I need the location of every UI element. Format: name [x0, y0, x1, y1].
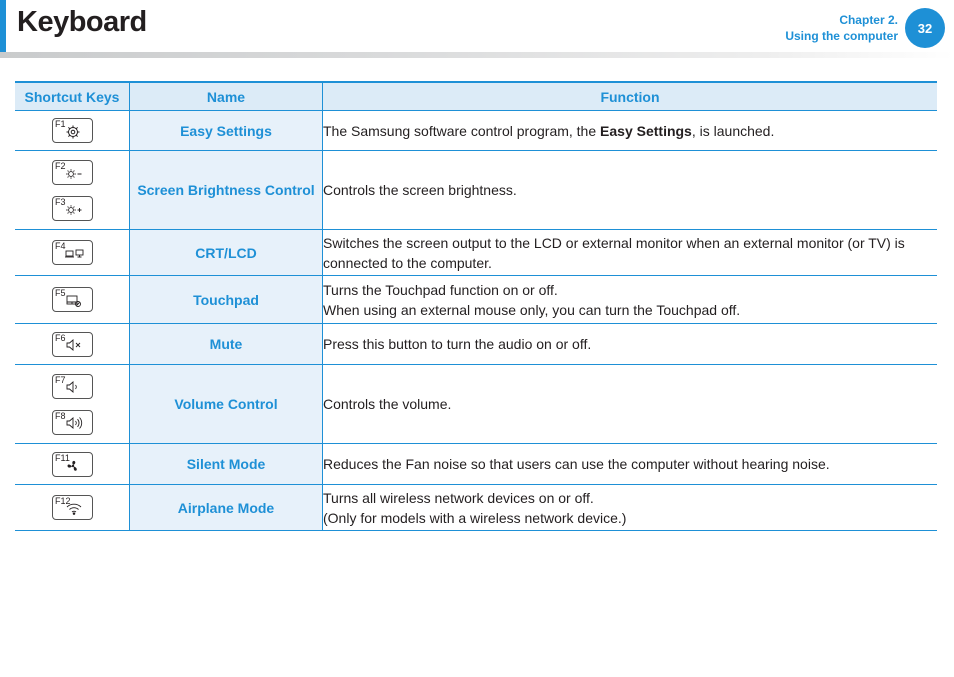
shortcut-function: Switches the screen output to the LCD or external monitor when an external monitor (or TV) is connected to the computer. [323, 230, 938, 276]
shortcut-keys-cell [15, 444, 130, 485]
easy-settings-icon [65, 124, 81, 140]
shortcut-function: Reduces the Fan noise so that users can use the computer without hearing noise. [323, 444, 938, 485]
mute-icon [65, 338, 83, 352]
key-label: F1 [55, 119, 66, 129]
key-label: F2 [55, 160, 66, 171]
key-label: F4 [55, 241, 66, 251]
emphasis-text: Easy Settings [600, 122, 692, 139]
shortcut-function: Turns all wireless network devices on or off. (Only for models with a wireless network device.) [323, 485, 938, 531]
wireless-icon [65, 501, 83, 515]
table-row [15, 151, 937, 230]
shortcut-keys-cell [15, 324, 130, 365]
brightness-down-icon [65, 166, 83, 180]
shortcut-name: Easy Settings [130, 111, 323, 151]
table-row [15, 111, 937, 151]
shortcut-name: Airplane Mode [130, 485, 323, 531]
display-switch-icon [65, 246, 85, 260]
f2-key [52, 160, 93, 185]
key-label: F7 [55, 374, 66, 385]
shortcut-name: Touchpad [130, 276, 323, 324]
shortcut-keys-cell [15, 276, 130, 324]
f6-key [52, 332, 93, 357]
page-title: Keyboard [17, 6, 147, 38]
table-row [15, 230, 937, 276]
f12-key [52, 495, 93, 520]
fan-icon [65, 458, 81, 472]
table-row [15, 276, 937, 324]
f8-key [52, 410, 93, 435]
shortcut-function: The Samsung software control program, the Easy Settings, is launched. [323, 111, 938, 151]
title-accent-bar [0, 0, 6, 52]
f11-key [52, 452, 93, 477]
volume-up-icon [65, 416, 83, 430]
brightness-up-icon [65, 202, 83, 216]
key-label: F8 [55, 410, 66, 421]
shortcut-name: Screen Brightness Control [130, 151, 323, 230]
chapter-section: Using the computer [785, 29, 898, 43]
shortcut-keys-cell [15, 365, 130, 444]
chapter-number: Chapter 2. [839, 13, 898, 27]
shortcut-keys-cell [15, 230, 130, 276]
shortcut-name: Volume Control [130, 365, 323, 444]
shortcut-function: Controls the screen brightness. [323, 151, 938, 230]
shortcut-name: CRT/LCD [130, 230, 323, 276]
key-label: F5 [55, 288, 66, 298]
shortcut-keys-cell [15, 485, 130, 531]
f3-key [52, 196, 93, 221]
shortcut-name: Mute [130, 324, 323, 365]
shortcut-keys-cell [15, 111, 130, 151]
table-row [15, 444, 937, 485]
column-header-function: Function [323, 82, 938, 111]
shortcut-function: Turns the Touchpad function on or off. When using an external mouse only, you can turn the Touchpad off. [323, 276, 938, 324]
touchpad-icon [65, 293, 83, 307]
table-row [15, 485, 937, 531]
f1-key [52, 118, 93, 143]
shortcut-keys-cell [15, 151, 130, 230]
f4-key [52, 240, 93, 265]
key-label: F11 [55, 452, 70, 463]
f5-key [52, 287, 93, 312]
key-label: F12 [55, 496, 71, 506]
shortcut-function: Press this button to turn the audio on or off. [323, 324, 938, 365]
key-label: F3 [55, 196, 66, 207]
header-divider [0, 52, 954, 58]
shortcut-function: Controls the volume. [323, 365, 938, 444]
column-header-shortcut-keys: Shortcut Keys [15, 82, 130, 111]
table-header-row [15, 82, 937, 111]
chapter-label [785, 12, 898, 44]
shortcut-name: Silent Mode [130, 444, 323, 485]
volume-down-icon [65, 380, 83, 394]
key-label: F6 [55, 332, 66, 343]
page-number-badge: 32 [905, 8, 945, 48]
table-row [15, 365, 937, 444]
f7-key [52, 374, 93, 399]
table-row [15, 324, 937, 365]
column-header-name: Name [130, 82, 323, 111]
shortcut-keys-table [15, 81, 937, 531]
